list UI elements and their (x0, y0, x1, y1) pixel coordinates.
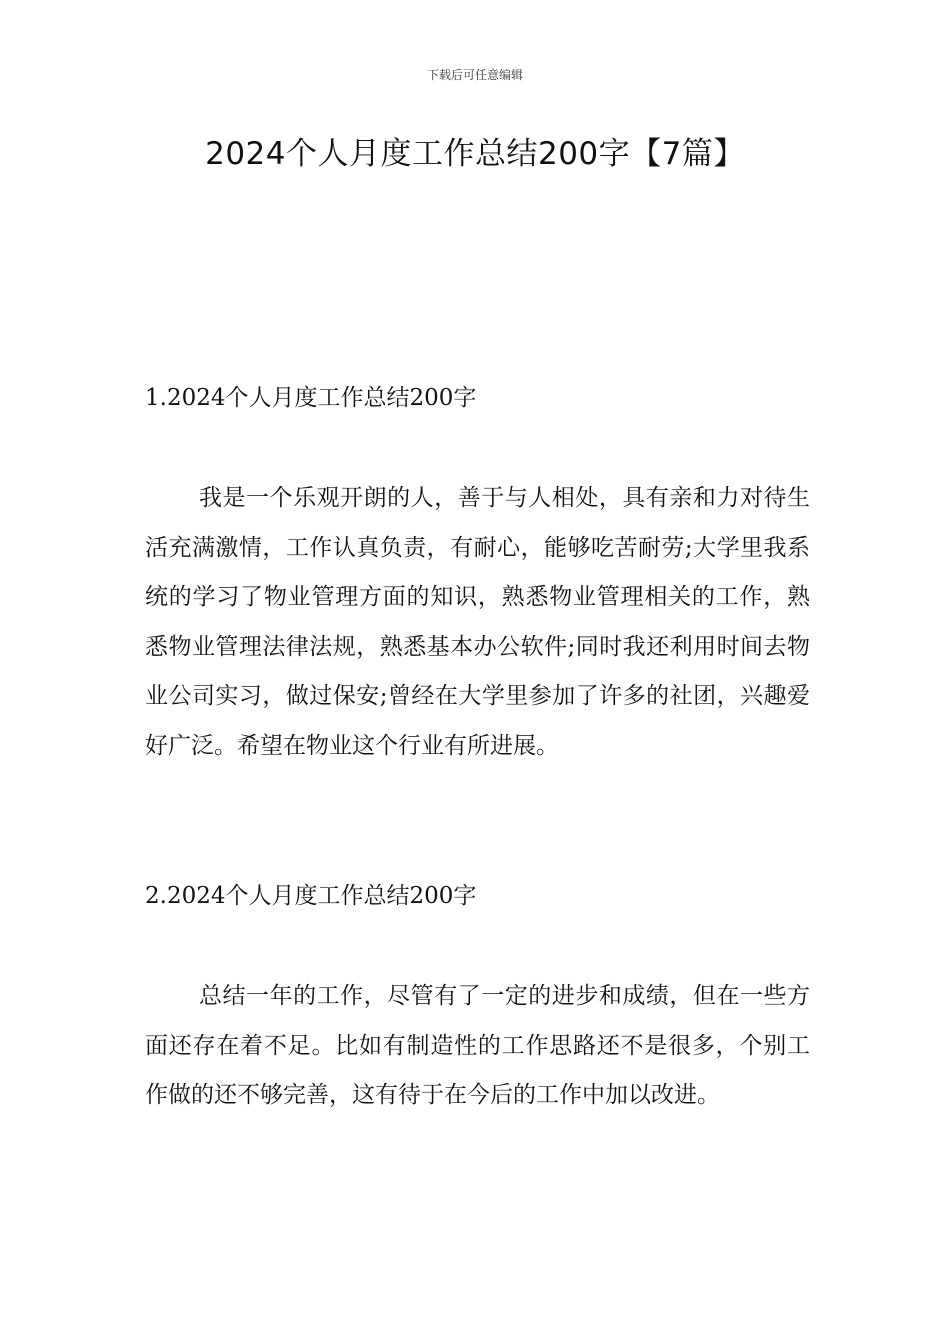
header-note: 下载后可任意编辑 (426, 68, 523, 82)
section-heading-2: 2.2024个人月度工作总结200字 (145, 883, 477, 909)
section-heading-1: 1.2024个人月度工作总结200字 (145, 385, 477, 411)
section-paragraph-2: 总结一年的工作，尽管有了一定的进步和成绩，但在一些方面还存在着不足。比如有制造性的工作思路还不是很多，个别工作做的还不够完善，这有待于在今后的工作中加以改进。 (145, 983, 810, 1108)
section-paragraph-1: 我是一个乐观开朗的人，善于与人相处，具有亲和力对待生活充满激情，工作认真负责，有耐心，能够吃苦耐劳;大学里我系统的学习了物业管理方面的知识，熟悉物业管理相关的工作，熟悉物业管理法律法规，熟悉基本办公软件;同时我还利用时间去物业公司实习，做过保安;曾经在大学里参加了许多的社团，兴趣爱好广泛。希望在物业这个行业有所进展。 (145, 485, 810, 759)
document-title: 2024个人月度工作总结200字【7篇】 (205, 136, 745, 172)
